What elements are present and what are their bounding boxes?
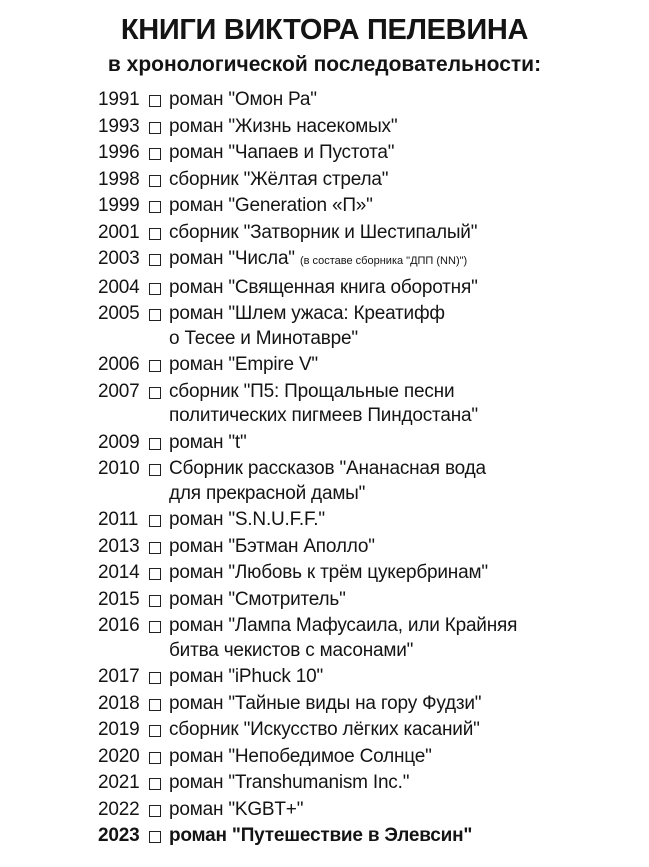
- checkbox-icon: [149, 360, 161, 372]
- book-title: [169, 88, 643, 113]
- book-entry: [98, 718, 643, 743]
- checkbox-icon: [149, 621, 161, 633]
- book-title: [169, 168, 643, 193]
- checkbox-icon: [149, 175, 161, 187]
- checkbox-icon: [149, 438, 161, 450]
- book-year: 2015: [98, 588, 140, 610]
- book-title-line: роман "Омон Ра": [169, 89, 317, 110]
- book-title: [169, 718, 643, 743]
- book-entry: [98, 302, 643, 351]
- book-year: 2006: [98, 354, 140, 375]
- book-title: [169, 614, 643, 663]
- checkbox-icon: [149, 831, 161, 843]
- book-entry: [98, 588, 643, 613]
- book-year: 2010: [98, 458, 140, 479]
- book-entry: [98, 247, 643, 274]
- book-year: 2021: [98, 772, 140, 793]
- book-year: 2017: [98, 666, 140, 687]
- checkbox-icon: [149, 672, 161, 684]
- book-title: [169, 302, 643, 351]
- book-title-line: роман "Тайные виды на гору Фудзи": [169, 692, 482, 714]
- book-entry: [98, 561, 643, 586]
- book-title: [169, 665, 643, 690]
- book-title-line: роман "Путешествие в Элевсин": [169, 825, 473, 846]
- book-year: 2007: [98, 380, 140, 402]
- book-title: [169, 353, 643, 378]
- book-year: 2001: [98, 221, 140, 243]
- book-title-line: роман "Любовь к трём цукербринам": [169, 562, 488, 583]
- book-title-line: для прекрасной дамы": [169, 482, 366, 504]
- book-title-line: роман "Чапаев и Пустота": [169, 142, 395, 163]
- book-year: 2022: [98, 798, 140, 820]
- checkbox-icon: [149, 778, 161, 790]
- book-title: [169, 508, 643, 533]
- checkbox-icon: [149, 515, 161, 527]
- book-year: 1993: [98, 115, 140, 137]
- book-title: [169, 247, 643, 274]
- book-title-line: роман "Бэтман Аполло": [169, 535, 375, 557]
- book-title: [169, 221, 643, 246]
- book-year: 2005: [98, 303, 140, 324]
- book-title: [169, 535, 643, 560]
- book-year: 1996: [98, 142, 140, 163]
- checkbox-icon: [149, 148, 161, 160]
- book-entry: [98, 692, 643, 717]
- checkbox-icon: [149, 752, 161, 764]
- book-title-line: сборник "Затворник и Шестипалый": [169, 221, 478, 243]
- book-entry: [98, 168, 643, 193]
- book-title-line: битва чекистов с масонами": [169, 639, 414, 661]
- book-entry: [98, 380, 643, 429]
- book-title: [169, 745, 643, 770]
- book-title-line: роман "Жизнь насекомых": [169, 115, 398, 137]
- checkbox-icon: [149, 95, 161, 107]
- book-title-line: сборник "Искусство лёгких касаний": [169, 719, 480, 740]
- book-title-line: Сборник рассказов "Ананасная вода: [169, 458, 486, 479]
- checkbox-icon: [149, 699, 161, 711]
- book-entry: [98, 353, 643, 378]
- checkbox-icon: [149, 387, 161, 399]
- book-entry: [98, 798, 643, 823]
- checkbox-icon: [149, 725, 161, 737]
- book-title-line: роман "Лампа Мафусаила, или Крайняя: [169, 615, 518, 636]
- book-title-line: роман "S.N.U.F.F.": [169, 509, 325, 530]
- book-title: [169, 561, 643, 586]
- book-title-line: роман "Священная книга оборотня": [169, 276, 478, 298]
- book-entry: [98, 221, 643, 246]
- book-year: 2004: [98, 276, 140, 298]
- book-list: [98, 88, 643, 851]
- book-year: 2016: [98, 615, 140, 636]
- book-entry: [98, 745, 643, 770]
- book-title-line: роман "Непобедимое Солнце": [169, 745, 432, 767]
- book-year: 2013: [98, 535, 140, 557]
- book-title-line: сборник "Жёлтая стрела": [169, 168, 389, 190]
- book-entry: [98, 824, 643, 849]
- book-entry: [98, 771, 643, 796]
- checkbox-icon: [149, 283, 161, 295]
- checkbox-icon: [149, 201, 161, 213]
- book-year: 2018: [98, 692, 140, 714]
- book-title-line: о Тесее и Минотавре": [169, 327, 358, 349]
- checkbox-icon: [149, 542, 161, 554]
- book-title: [169, 824, 643, 849]
- checkbox-icon: [149, 122, 161, 134]
- book-year: 2009: [98, 431, 140, 453]
- book-title: [169, 276, 643, 301]
- book-title-line: роман "Шлем ужаса: Креатифф: [169, 303, 445, 324]
- book-year: 2003: [98, 248, 140, 269]
- book-entry: [98, 665, 643, 690]
- book-year: 1998: [98, 168, 140, 190]
- checkbox-icon: [149, 254, 161, 266]
- book-entry: [98, 457, 643, 506]
- book-entry: [98, 194, 643, 219]
- book-year: 2023: [98, 825, 140, 846]
- book-title-line: роман "Смотритель": [169, 588, 346, 610]
- book-title: [169, 798, 643, 823]
- book-entry: [98, 431, 643, 456]
- book-title-line: роман "Empire V": [169, 354, 318, 375]
- book-entry: [98, 508, 643, 533]
- book-entry: [98, 614, 643, 663]
- book-title: [169, 380, 643, 429]
- book-entry: [98, 535, 643, 560]
- book-title-line: политических пигмеев Пиндостана": [169, 405, 478, 426]
- page-subtitle: в хронологической последовательности:: [107, 53, 542, 76]
- book-title-line: сборник "П5: Прощальные песни: [169, 380, 455, 402]
- checkbox-icon: [149, 805, 161, 817]
- book-entry: [98, 276, 643, 301]
- checkbox-icon: [149, 228, 161, 240]
- book-title: [169, 457, 643, 506]
- page-title: КНИГИ ВИКТОРА ПЕЛЕВИНА: [120, 14, 529, 46]
- book-title-line: роман "t": [169, 431, 247, 453]
- book-title: [169, 141, 643, 166]
- book-title: [169, 115, 643, 140]
- book-title-line: роман "iPhuck 10": [169, 666, 324, 687]
- book-year: 1999: [98, 195, 140, 216]
- book-title: [169, 692, 643, 717]
- book-title-line: роман "KGBT+": [169, 798, 304, 820]
- checkbox-icon: [149, 464, 161, 476]
- book-title: [169, 771, 643, 796]
- checkbox-icon: [149, 568, 161, 580]
- book-title: [169, 194, 643, 219]
- book-entry: [98, 115, 643, 140]
- book-title: [169, 431, 643, 456]
- book-note: (в составе сборника "ДПП (NN)"): [299, 255, 468, 267]
- book-title-line: роман "Числа": [169, 248, 295, 269]
- book-year: 2020: [98, 745, 140, 767]
- checkbox-icon: [149, 309, 161, 321]
- book-year: 2019: [98, 719, 140, 740]
- book-title-line: роман "Generation «П»": [169, 195, 373, 216]
- book-year: 2011: [98, 509, 139, 530]
- book-title-line: роман "Transhumanism Inc.": [169, 772, 410, 793]
- book-year: 2014: [98, 562, 140, 583]
- book-year: 1991: [98, 89, 140, 110]
- book-title: [169, 588, 643, 613]
- checkbox-icon: [149, 595, 161, 607]
- book-entry: [98, 141, 643, 166]
- book-entry: [98, 88, 643, 113]
